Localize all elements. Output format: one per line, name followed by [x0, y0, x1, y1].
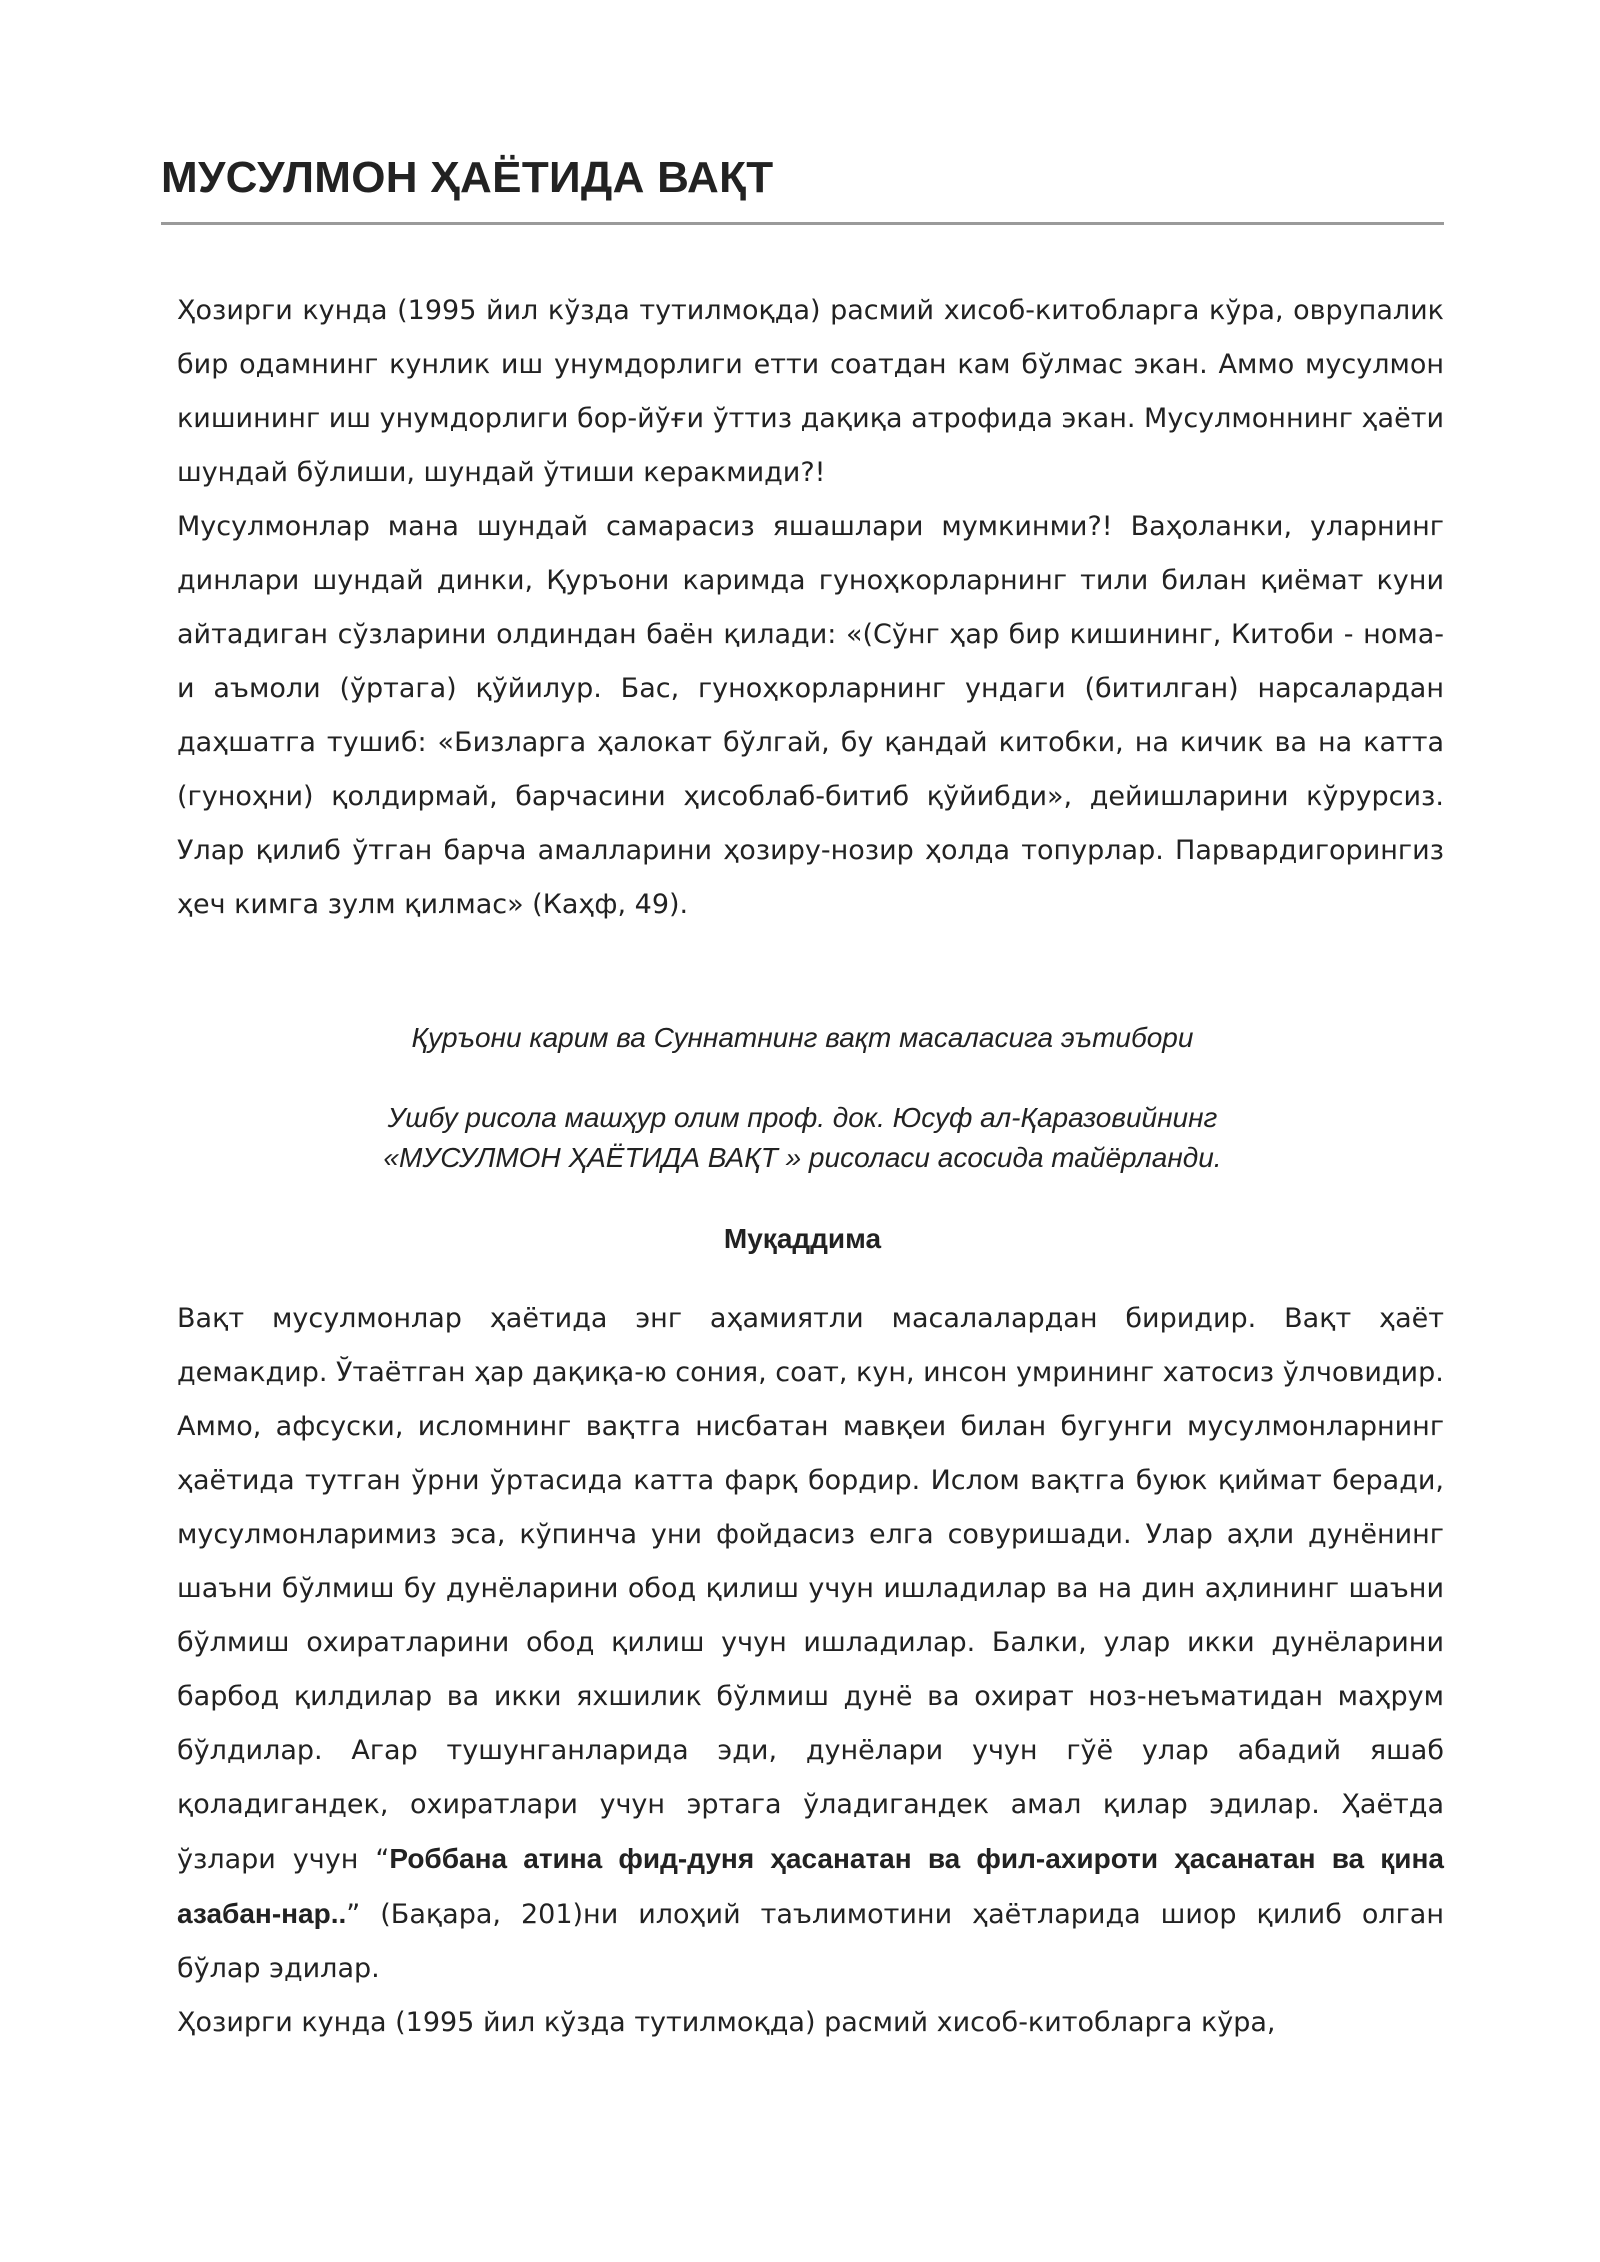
intro-paragraph-2: Мусулмонлар мана шундай самарасиз яшашлари мумкинми?! Ваҳоланки, уларнинг динлари шундай динки, Қуръони каримда гуноҳкорларнинг тили билан қиёмат куни айтадиган сўзларини олдиндан баён қилади: «(Сўнг ҳар бир кишининг, Китоби - нома-и аъмоли (ўртага) қўйилур. Бас, гуноҳкорларнинг ундаги (битилган) нарсалардан даҳшатга тушиб: «Бизларга ҳалокат бўлгай, бу қандай китобки, на кичик ва на катта (гуноҳни) қолдирмай, барчасини ҳисоблаб-битиб қўйибди», дейишларини кўрурсиз. Улар қилиб ўтган барча амалларини ҳозиру-нозир ҳолда топурлар. Парвардигорингиз ҳеч кимга зулм қилмас» (Каҳф, 49).: [177, 511, 1444, 920]
section-subtitle: Қуръони карим ва Суннатнинг вақт масаласига эътибори: [411, 1022, 1194, 1053]
preface-paragraph-2-end: ” (Бақара, 201)ни илоҳий таълимотини ҳаётларида шиор қилиб олган бўлар эдилар.: [177, 1899, 1444, 1984]
preface-text: [177, 1292, 1444, 2050]
document-title: МУСУЛМОН ҲАЁТИДА ВАҚТ: [161, 153, 774, 202]
title-divider: [161, 222, 1444, 225]
prayer-quote: Роббана атина фид-дуня ҳасанатан ва фил-ахироти ҳасанатан ва қина азабан-нар..: [177, 1843, 1444, 1929]
preface-paragraph-3: Ҳозирги кунда (1995 йил кўзда тутилмоқда) расмий хисоб-китобларга кўра,: [177, 2007, 1276, 2038]
source-note-line-1: Ушбу рисола машҳур олим проф. док. Юсуф ал-Қаразовийнинг: [387, 1102, 1218, 1133]
preface-paragraph-2: [177, 1400, 1444, 1996]
source-note-line-2: «МУСУЛМОН ҲАЁТИДА ВАҚТ » рисоласи асосида тайёрланди.: [383, 1142, 1222, 1173]
preface-paragraph-1: Вақт мусулмонлар ҳаётида энг аҳамиятли масалалардан биридир. Вақт ҳаёт демакдир. Ўтаётган ҳар дақиқа-ю сония, соат, кун, инсон умрининг хатосиз ўлчовидир.: [177, 1303, 1444, 1388]
intro-text: [177, 284, 1444, 932]
preface-heading: Муқаддима: [723, 1223, 882, 1254]
source-note: [161, 1098, 1444, 1178]
intro-paragraph-1: Ҳозирги кунда (1995 йил кўзда тутилмоқда) расмий хисоб-китобларга кўра, оврупалик бир одамнинг кунлик иш унумдорлиги етти соатдан кам бўлмас экан. Аммо мусулмон кишининг иш унумдорлиги бор-йўғи ўттиз дақиқа атрофида экан. Мусулмоннинг ҳаёти шундай бўлиши, шундай ўтиши керакмиди?!: [177, 295, 1444, 488]
preface-paragraph-2-start: Аммо, афсуски, исломнинг вақтга нисбатан мавқеи билан бугунги мусулмонларнинг ҳаётида тутган ўрни ўртасида катта фарқ бордир. Ислом вақтга буюк қиймат беради, мусулмонларимиз эса, кўпинча уни фойдасиз елга совуришади. Улар аҳли дунёнинг шаъни бўлмиш бу дунёларини обод қилиш учун ишладилар ва на дин аҳлининг шаъни бўлмиш охиратларини обод қилиш учун ишладилар. Балки, улар икки дунёларини барбод қилдилар ва икки яхшилик бўлмиш дунё ва охират ноз-неъматидан маҳрум бўлдилар. Агар тушунганларида эди, дунёлари учун гўё улар абадий яшаб қоладигандек, охиратлари учун эртага ўладигандек амал қилар эдилар. Ҳаётда ўзлари учун “: [177, 1411, 1444, 1875]
